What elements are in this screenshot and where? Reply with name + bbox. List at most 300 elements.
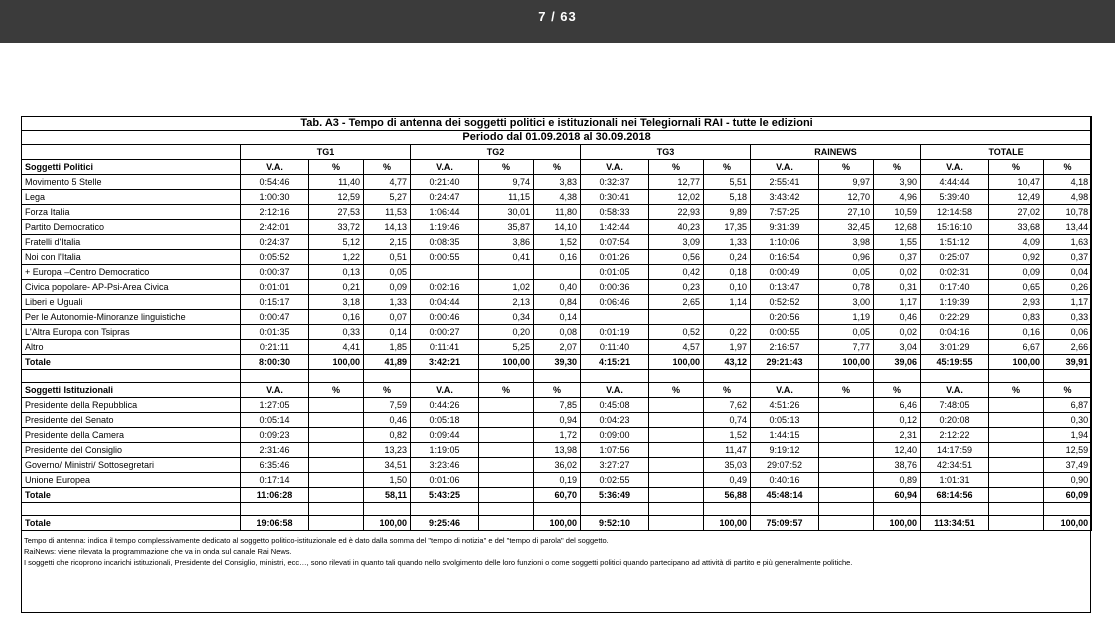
column-header: % bbox=[309, 383, 364, 398]
table-cell: 0:05:52 bbox=[241, 250, 309, 265]
table-cell: 5:36:49 bbox=[581, 488, 649, 503]
table-cell bbox=[479, 398, 534, 413]
table-cell: 0,07 bbox=[364, 310, 411, 325]
table-cell: 0:04:44 bbox=[411, 295, 479, 310]
table-cell: 1,33 bbox=[364, 295, 411, 310]
table-cell: 2:31:46 bbox=[241, 443, 309, 458]
column-header: V.A. bbox=[581, 160, 649, 175]
column-header: % bbox=[819, 160, 874, 175]
table-cell: 12,02 bbox=[649, 190, 704, 205]
table-cell: 0,31 bbox=[874, 280, 921, 295]
table-cell: 4,77 bbox=[364, 175, 411, 190]
table-cell: 0,02 bbox=[874, 325, 921, 340]
table-cell: 40,23 bbox=[649, 220, 704, 235]
table-cell: 6,46 bbox=[874, 398, 921, 413]
row-label: Governo/ Ministri/ Sottosegretari bbox=[22, 458, 241, 473]
table-cell: 5,18 bbox=[704, 190, 751, 205]
table-cell: 4:44:44 bbox=[921, 175, 989, 190]
table-cell bbox=[649, 473, 704, 488]
table-cell bbox=[309, 428, 364, 443]
table-cell: 0:04:16 bbox=[921, 325, 989, 340]
spacer-cell bbox=[581, 370, 649, 383]
table-cell bbox=[309, 458, 364, 473]
table-cell: 39,91 bbox=[1044, 355, 1092, 370]
table-cell: 12,49 bbox=[989, 190, 1044, 205]
table-cell: 12:14:58 bbox=[921, 205, 989, 220]
table-cell: 0:21:11 bbox=[241, 340, 309, 355]
table-cell: 0:15:17 bbox=[241, 295, 309, 310]
column-header: V.A. bbox=[581, 383, 649, 398]
table-cell: 0:05:14 bbox=[241, 413, 309, 428]
table-cell bbox=[581, 310, 649, 325]
table-cell: 0:00:55 bbox=[751, 325, 819, 340]
table-cell: 0,65 bbox=[989, 280, 1044, 295]
column-header: % bbox=[364, 383, 411, 398]
table-cell: 0:00:37 bbox=[241, 265, 309, 280]
table-row bbox=[22, 458, 1092, 473]
channel-header: TOTALE bbox=[921, 145, 1092, 160]
table-row bbox=[22, 220, 1092, 235]
table-cell: 5,51 bbox=[704, 175, 751, 190]
table-cell: 1:06:44 bbox=[411, 205, 479, 220]
table-cell: 0,14 bbox=[364, 325, 411, 340]
table-cell: 8:00:30 bbox=[241, 355, 309, 370]
spacer-cell bbox=[411, 503, 479, 516]
table-cell: 0:11:40 bbox=[581, 340, 649, 355]
table-row bbox=[22, 265, 1092, 280]
table-cell: 0:05:18 bbox=[411, 413, 479, 428]
table-cell: 100,00 bbox=[534, 516, 581, 531]
table-cell: 2:12:16 bbox=[241, 205, 309, 220]
table-cell bbox=[989, 473, 1044, 488]
table-cell: 0:06:46 bbox=[581, 295, 649, 310]
table-row bbox=[22, 175, 1092, 190]
table-cell: 45:19:55 bbox=[921, 355, 989, 370]
table-cell: 27,53 bbox=[309, 205, 364, 220]
spacer-cell bbox=[534, 370, 581, 383]
column-header: V.A. bbox=[921, 160, 989, 175]
table-cell: 13,23 bbox=[364, 443, 411, 458]
table-cell: 6,67 bbox=[989, 340, 1044, 355]
table-cell: 0,23 bbox=[649, 280, 704, 295]
table-cell: 9,89 bbox=[704, 205, 751, 220]
table-cell: 1,33 bbox=[704, 235, 751, 250]
column-header: V.A. bbox=[241, 383, 309, 398]
table-cell: 4,09 bbox=[989, 235, 1044, 250]
table-cell bbox=[479, 443, 534, 458]
table-cell: 0:54:46 bbox=[241, 175, 309, 190]
row-label: Fratelli d'Italia bbox=[22, 235, 241, 250]
table-cell bbox=[649, 488, 704, 503]
table-cell: 1,55 bbox=[874, 235, 921, 250]
column-header: % bbox=[534, 160, 581, 175]
table-cell: 0,16 bbox=[534, 250, 581, 265]
table-cell: 1,52 bbox=[534, 235, 581, 250]
table-cell: 9:19:12 bbox=[751, 443, 819, 458]
table-cell: 3:42:21 bbox=[411, 355, 479, 370]
spacer-cell bbox=[241, 503, 309, 516]
table-cell: 1,02 bbox=[479, 280, 534, 295]
table-cell: 7,62 bbox=[704, 398, 751, 413]
table-row bbox=[22, 205, 1092, 220]
institutional-section-header: Soggetti Istituzionali bbox=[22, 383, 241, 398]
table-cell bbox=[819, 398, 874, 413]
table-cell: 0,82 bbox=[364, 428, 411, 443]
table-cell bbox=[819, 428, 874, 443]
table-cell: 0,33 bbox=[309, 325, 364, 340]
table-cell: 58,11 bbox=[364, 488, 411, 503]
spacer-cell bbox=[479, 370, 534, 383]
channel-header: TG1 bbox=[241, 145, 411, 160]
table-cell: 1,85 bbox=[364, 340, 411, 355]
spacer-cell bbox=[534, 503, 581, 516]
table-cell: 35,87 bbox=[479, 220, 534, 235]
table-cell: 30,01 bbox=[479, 205, 534, 220]
table-cell bbox=[989, 413, 1044, 428]
table-cell: 9:52:10 bbox=[581, 516, 649, 531]
table-cell bbox=[534, 265, 581, 280]
column-header: V.A. bbox=[751, 383, 819, 398]
table-cell: 13,44 bbox=[1044, 220, 1092, 235]
table-cell: 5:39:40 bbox=[921, 190, 989, 205]
table-cell: 0,52 bbox=[649, 325, 704, 340]
table-cell: 3,90 bbox=[874, 175, 921, 190]
table-cell: 0:17:14 bbox=[241, 473, 309, 488]
table-cell bbox=[479, 488, 534, 503]
table-cell: 11,15 bbox=[479, 190, 534, 205]
table-cell: 11,40 bbox=[309, 175, 364, 190]
table-cell: 7,59 bbox=[364, 398, 411, 413]
table-cell: 0,92 bbox=[989, 250, 1044, 265]
table-cell: 1,94 bbox=[1044, 428, 1092, 443]
table-cell: 36,02 bbox=[534, 458, 581, 473]
table-cell: 0,30 bbox=[1044, 413, 1092, 428]
table-cell: 6:35:46 bbox=[241, 458, 309, 473]
table-row bbox=[22, 310, 1092, 325]
spacer-cell bbox=[921, 370, 989, 383]
table-cell: 7,77 bbox=[819, 340, 874, 355]
column-header: % bbox=[1044, 383, 1092, 398]
table-cell: 1:19:05 bbox=[411, 443, 479, 458]
table-row bbox=[22, 428, 1092, 443]
column-header: V.A. bbox=[411, 160, 479, 175]
table-cell: 0:17:40 bbox=[921, 280, 989, 295]
table-cell: 3:27:27 bbox=[581, 458, 649, 473]
table-cell: 1,63 bbox=[1044, 235, 1092, 250]
table-cell: 1,72 bbox=[534, 428, 581, 443]
column-header: % bbox=[704, 160, 751, 175]
table-cell: 0,20 bbox=[479, 325, 534, 340]
table-cell: 5,12 bbox=[309, 235, 364, 250]
spacer-cell bbox=[364, 370, 411, 383]
table-cell: 5:43:25 bbox=[411, 488, 479, 503]
row-label: Per le Autonomie-Minoranze linguistiche bbox=[22, 310, 241, 325]
table-cell: 12,70 bbox=[819, 190, 874, 205]
table-cell bbox=[989, 458, 1044, 473]
table-cell: 0:21:40 bbox=[411, 175, 479, 190]
spacer-row bbox=[22, 503, 1092, 516]
column-header: % bbox=[874, 160, 921, 175]
row-label: Forza Italia bbox=[22, 205, 241, 220]
spacer-cell bbox=[22, 370, 241, 383]
table-cell: 60,09 bbox=[1044, 488, 1092, 503]
spacer-cell bbox=[751, 503, 819, 516]
table-cell bbox=[989, 443, 1044, 458]
spacer-cell bbox=[364, 503, 411, 516]
column-header: % bbox=[874, 383, 921, 398]
spacer-cell bbox=[22, 503, 241, 516]
column-header: % bbox=[704, 383, 751, 398]
table-cell bbox=[649, 428, 704, 443]
table-cell: 0:11:41 bbox=[411, 340, 479, 355]
table-cell: 12,59 bbox=[1044, 443, 1092, 458]
spacer-cell bbox=[1044, 503, 1092, 516]
table-cell bbox=[649, 413, 704, 428]
table-cell bbox=[704, 310, 751, 325]
table-cell: 68:14:56 bbox=[921, 488, 989, 503]
table-cell: 0:40:16 bbox=[751, 473, 819, 488]
table-cell: 3,86 bbox=[479, 235, 534, 250]
table-cell: 100,00 bbox=[989, 355, 1044, 370]
table-cell: 2:16:57 bbox=[751, 340, 819, 355]
channel-header: TG2 bbox=[411, 145, 581, 160]
table-cell: 3,00 bbox=[819, 295, 874, 310]
table-cell: 0,09 bbox=[989, 265, 1044, 280]
table-cell: 0:52:52 bbox=[751, 295, 819, 310]
table-cell: 0:44:26 bbox=[411, 398, 479, 413]
table-cell bbox=[649, 398, 704, 413]
table-cell: 0,37 bbox=[1044, 250, 1092, 265]
column-header: % bbox=[364, 160, 411, 175]
spacer-cell bbox=[819, 503, 874, 516]
table-cell bbox=[479, 516, 534, 531]
table-cell: 0,42 bbox=[649, 265, 704, 280]
table-row bbox=[22, 235, 1092, 250]
table-cell: 0,19 bbox=[534, 473, 581, 488]
table-cell: 2,93 bbox=[989, 295, 1044, 310]
table-cell: 0,09 bbox=[364, 280, 411, 295]
table-cell: 11,53 bbox=[364, 205, 411, 220]
column-header: % bbox=[649, 383, 704, 398]
column-header: % bbox=[649, 160, 704, 175]
row-label: Civica popolare- AP-Psi-Area Civica bbox=[22, 280, 241, 295]
table-cell: 7:57:25 bbox=[751, 205, 819, 220]
table-cell: 3,04 bbox=[874, 340, 921, 355]
channel-header: TG3 bbox=[581, 145, 751, 160]
table-cell: 100,00 bbox=[819, 355, 874, 370]
row-label: Noi con l'Italia bbox=[22, 250, 241, 265]
table-cell: 12,68 bbox=[874, 220, 921, 235]
table-cell: 4,18 bbox=[1044, 175, 1092, 190]
table-cell: 0,51 bbox=[364, 250, 411, 265]
table-cell bbox=[819, 488, 874, 503]
table-cell: 9:25:46 bbox=[411, 516, 479, 531]
table-row bbox=[22, 340, 1092, 355]
table-cell: 43,12 bbox=[704, 355, 751, 370]
footnotes bbox=[24, 535, 1084, 568]
table-cell: 45:48:14 bbox=[751, 488, 819, 503]
table-cell: 0,08 bbox=[534, 325, 581, 340]
table-cell: 0,40 bbox=[534, 280, 581, 295]
table-cell: 113:34:51 bbox=[921, 516, 989, 531]
spacer-cell bbox=[581, 503, 649, 516]
table-cell: 12,77 bbox=[649, 175, 704, 190]
table-cell: 0:09:23 bbox=[241, 428, 309, 443]
table-cell: 1:19:46 bbox=[411, 220, 479, 235]
viewer-toolbar bbox=[0, 0, 1115, 43]
table-cell: 1,17 bbox=[1044, 295, 1092, 310]
table-cell: 0:13:47 bbox=[751, 280, 819, 295]
footnote: Tempo di antenna: indica il tempo complessivamente dedicato al soggetto politico-istituzionale ed è dato dalla somma del "tempo di notizia" e del "tempo di parola" del soggetto. bbox=[24, 536, 609, 545]
row-label: Presidente della Repubblica bbox=[22, 398, 241, 413]
table-cell: 14:17:59 bbox=[921, 443, 989, 458]
table-row bbox=[22, 413, 1092, 428]
table-cell bbox=[309, 516, 364, 531]
table-row bbox=[22, 473, 1092, 488]
table-cell: 0,46 bbox=[874, 310, 921, 325]
row-label: Totale bbox=[22, 488, 241, 503]
table-cell: 5,25 bbox=[479, 340, 534, 355]
airtime-table bbox=[21, 116, 1092, 531]
table-cell: 0:09:00 bbox=[581, 428, 649, 443]
table-cell: 39,30 bbox=[534, 355, 581, 370]
table-cell bbox=[309, 398, 364, 413]
row-label: Presidente della Camera bbox=[22, 428, 241, 443]
table-cell: 9,97 bbox=[819, 175, 874, 190]
table-cell: 100,00 bbox=[1044, 516, 1092, 531]
table-cell: 15:16:10 bbox=[921, 220, 989, 235]
table-cell: 60,70 bbox=[534, 488, 581, 503]
table-cell: 38,76 bbox=[874, 458, 921, 473]
table-cell: 0,41 bbox=[479, 250, 534, 265]
column-header: % bbox=[989, 160, 1044, 175]
table-cell: 6,87 bbox=[1044, 398, 1092, 413]
row-label: + Europa –Centro Democratico bbox=[22, 265, 241, 280]
table-cell bbox=[479, 265, 534, 280]
table-cell: 3,18 bbox=[309, 295, 364, 310]
table-cell: 0:09:44 bbox=[411, 428, 479, 443]
column-header: % bbox=[479, 160, 534, 175]
spacer-cell bbox=[704, 370, 751, 383]
row-label: Presidente del Senato bbox=[22, 413, 241, 428]
table-cell bbox=[309, 413, 364, 428]
table-cell: 0:02:55 bbox=[581, 473, 649, 488]
row-label: Liberi e Uguali bbox=[22, 295, 241, 310]
table-cell bbox=[649, 516, 704, 531]
table-cell: 0,14 bbox=[534, 310, 581, 325]
table-cell: 0,16 bbox=[309, 310, 364, 325]
table-cell: 2,07 bbox=[534, 340, 581, 355]
table-cell: 0:08:35 bbox=[411, 235, 479, 250]
column-header: % bbox=[819, 383, 874, 398]
table-cell: 0,05 bbox=[364, 265, 411, 280]
table-cell: 100,00 bbox=[704, 516, 751, 531]
table-cell: 0:20:08 bbox=[921, 413, 989, 428]
table-cell: 4:15:21 bbox=[581, 355, 649, 370]
table-cell: 0,84 bbox=[534, 295, 581, 310]
table-cell bbox=[819, 458, 874, 473]
table-cell: 2:55:41 bbox=[751, 175, 819, 190]
table-cell bbox=[819, 516, 874, 531]
table-cell: 0:30:41 bbox=[581, 190, 649, 205]
table-cell bbox=[309, 488, 364, 503]
table-cell: 42:34:51 bbox=[921, 458, 989, 473]
table-cell: 100,00 bbox=[874, 516, 921, 531]
spacer-cell bbox=[819, 370, 874, 383]
row-label: L'Altra Europa con Tsipras bbox=[22, 325, 241, 340]
table-cell: 3,09 bbox=[649, 235, 704, 250]
table-cell: 0,46 bbox=[364, 413, 411, 428]
spacer-cell bbox=[751, 370, 819, 383]
column-header: V.A. bbox=[921, 383, 989, 398]
table-cell: 0:00:49 bbox=[751, 265, 819, 280]
table-cell bbox=[819, 413, 874, 428]
table-row bbox=[22, 443, 1092, 458]
table-cell: 11,80 bbox=[534, 205, 581, 220]
table-cell: 1:07:56 bbox=[581, 443, 649, 458]
table-cell: 13,98 bbox=[534, 443, 581, 458]
spacer-cell bbox=[411, 370, 479, 383]
table-cell: 4,98 bbox=[1044, 190, 1092, 205]
table-cell bbox=[989, 516, 1044, 531]
table-cell: 0:32:37 bbox=[581, 175, 649, 190]
table-cell bbox=[479, 413, 534, 428]
table-cell: 17,35 bbox=[704, 220, 751, 235]
spacer-cell bbox=[649, 370, 704, 383]
table-cell: 7,85 bbox=[534, 398, 581, 413]
channel-header: RAINEWS bbox=[751, 145, 921, 160]
table-cell: 75:09:57 bbox=[751, 516, 819, 531]
row-label: Unione Europea bbox=[22, 473, 241, 488]
table-cell: 0,04 bbox=[1044, 265, 1092, 280]
table-cell: 0:01:35 bbox=[241, 325, 309, 340]
table-cell: 1:44:15 bbox=[751, 428, 819, 443]
table-cell: 0:07:54 bbox=[581, 235, 649, 250]
table-row bbox=[22, 295, 1092, 310]
table-cell: 0:04:23 bbox=[581, 413, 649, 428]
table-cell: 33,72 bbox=[309, 220, 364, 235]
column-header: % bbox=[989, 383, 1044, 398]
table-cell: 0,22 bbox=[704, 325, 751, 340]
table-cell: 27,02 bbox=[989, 205, 1044, 220]
spacer-cell bbox=[989, 503, 1044, 516]
table-cell: 0:05:13 bbox=[751, 413, 819, 428]
table-cell: 41,89 bbox=[364, 355, 411, 370]
table-cell: 10,78 bbox=[1044, 205, 1092, 220]
table-cell: 37,49 bbox=[1044, 458, 1092, 473]
table-cell: 0,89 bbox=[874, 473, 921, 488]
table-cell: 0:01:19 bbox=[581, 325, 649, 340]
table-cell: 1,22 bbox=[309, 250, 364, 265]
spacer-cell bbox=[1044, 370, 1092, 383]
table-cell: 35,03 bbox=[704, 458, 751, 473]
spacer-cell bbox=[309, 503, 364, 516]
table-cell: 3,98 bbox=[819, 235, 874, 250]
table-cell: 7:48:05 bbox=[921, 398, 989, 413]
table-cell: 3:23:46 bbox=[411, 458, 479, 473]
table-cell: 1:27:05 bbox=[241, 398, 309, 413]
table-cell: 2,31 bbox=[874, 428, 921, 443]
table-cell: 100,00 bbox=[479, 355, 534, 370]
column-header: % bbox=[309, 160, 364, 175]
spacer-row bbox=[22, 370, 1092, 383]
table-cell bbox=[649, 310, 704, 325]
table-cell: 60,94 bbox=[874, 488, 921, 503]
footnote: RaiNews: viene rilevata la programmazione che va in onda sul canale Rai News. bbox=[24, 547, 292, 556]
table-cell: 0,24 bbox=[704, 250, 751, 265]
row-label: Partito Democratico bbox=[22, 220, 241, 235]
table-cell: 0,05 bbox=[819, 325, 874, 340]
